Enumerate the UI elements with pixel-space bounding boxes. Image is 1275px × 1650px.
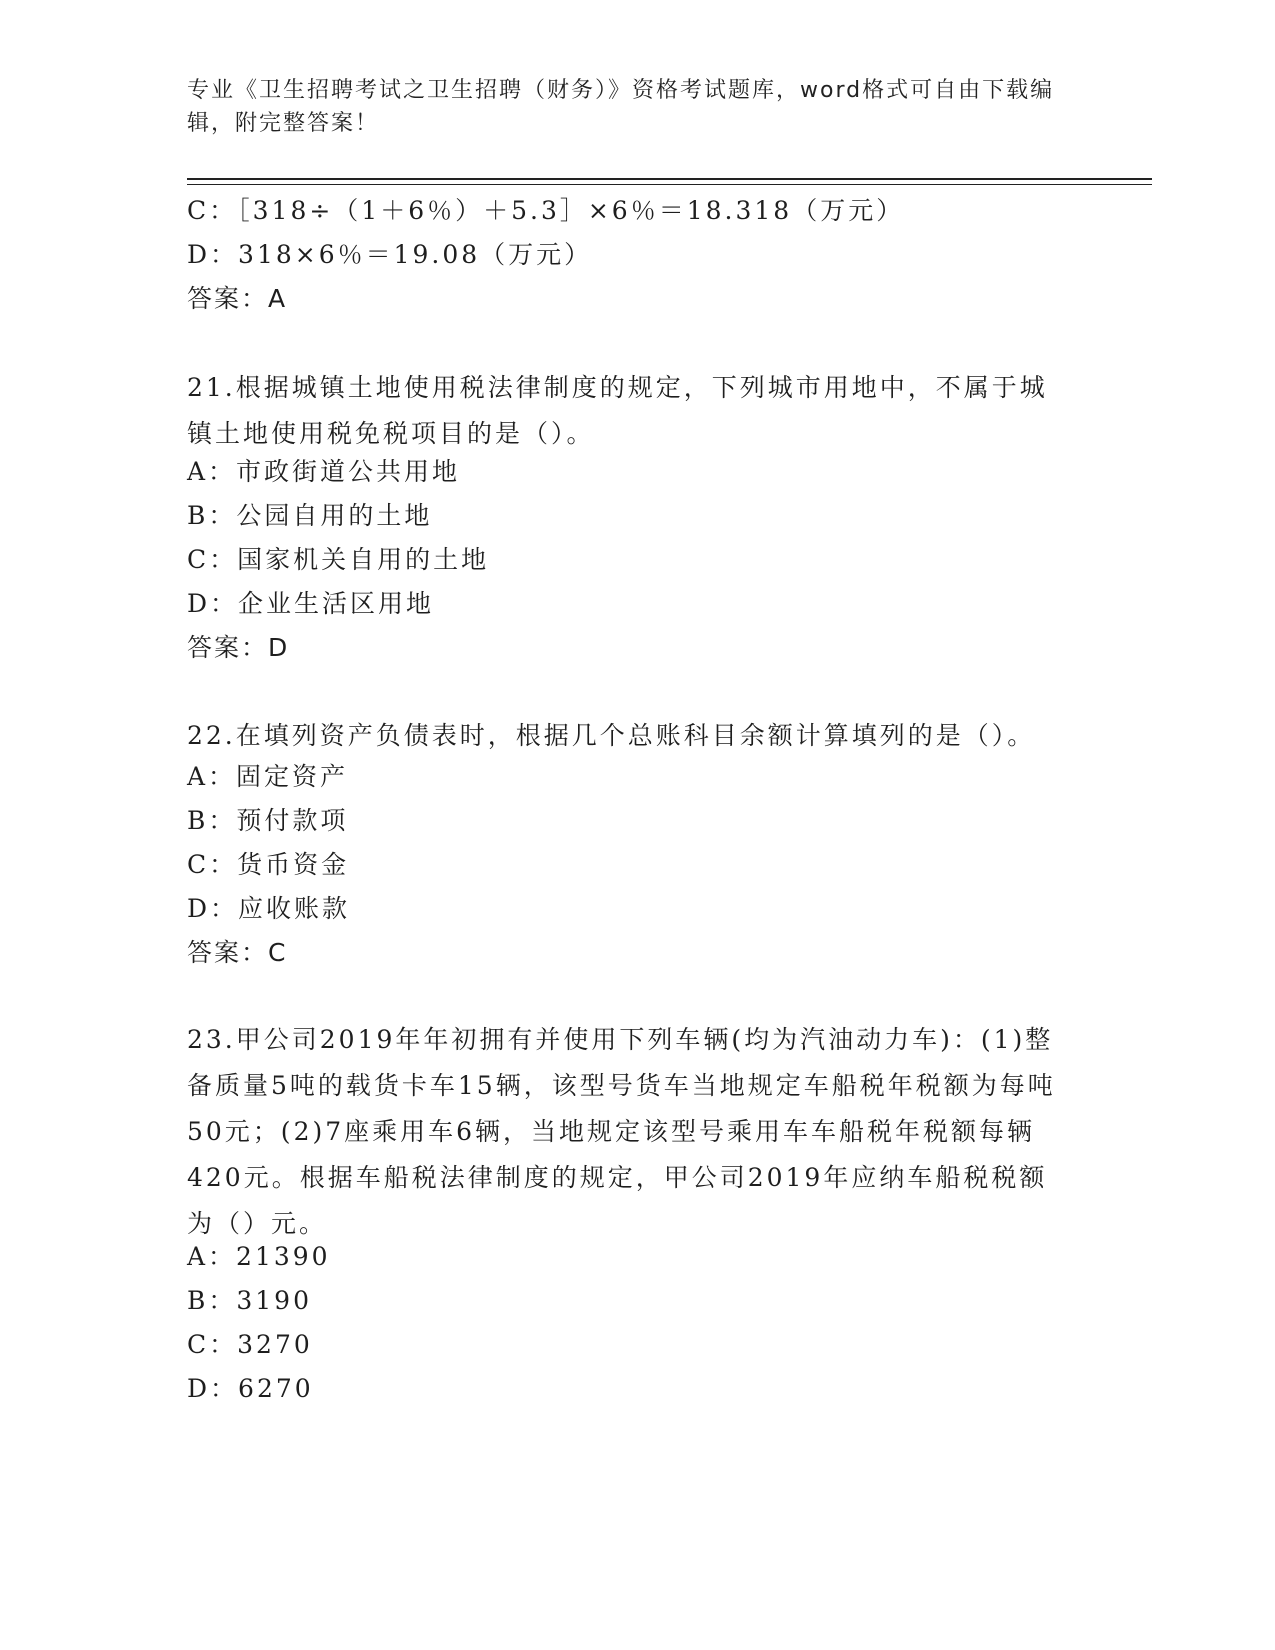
option-a: A：21390	[187, 1242, 331, 1271]
question-stem: 22.在填列资产负债表时，根据几个总账科目余额计算填列的是（）。	[187, 721, 1036, 750]
prev-option-d: D：318×6％＝19.08（万元）	[187, 240, 593, 269]
option-d: D：应收账款	[187, 894, 351, 923]
document-header: 专业《卫生招聘考试之卫生招聘（财务）》资格考试题库，word格式可自由下载编辑，附完整答案！	[187, 78, 1055, 136]
option-b: B：公园自用的土地	[187, 501, 433, 530]
option-a: A：市政街道公共用地	[187, 457, 461, 486]
option-c: C：国家机关自用的土地	[187, 545, 490, 574]
option-c: C：3270	[187, 1330, 313, 1359]
prev-option-c: C：［318÷（1＋6％）＋5.3］×6％＝18.318（万元）	[187, 196, 905, 225]
prev-answer: 答案：A	[187, 284, 288, 313]
option-b: B：3190	[187, 1286, 312, 1315]
option-c: C：货币资金	[187, 850, 350, 879]
question-stem: 21.根据城镇土地使用税法律制度的规定，下列城市用地中，不属于城镇土地使用税免税项目的是（）。	[187, 373, 1048, 448]
option-d: D：6270	[187, 1374, 314, 1403]
option-a: A：固定资产	[187, 762, 349, 791]
answer: 答案：D	[187, 633, 290, 662]
answer: 答案：C	[187, 938, 288, 967]
header-divider-thin	[187, 184, 1152, 185]
option-d: D：企业生活区用地	[187, 589, 435, 618]
header-divider-thick	[187, 178, 1152, 180]
question-stem: 23.甲公司2019年年初拥有并使用下列车辆(均为汽油动力车)：(1)整备质量5吨的载货卡车15辆，该型号货车当地规定车船税年税额为每吨50元；(2)7座乘用车6辆，当地规定该型号乘用车车船税年税额每辆420元。根据车船税法律制度的规定，甲公司2019年应纳车船税税额为（）元。	[187, 1025, 1056, 1238]
option-b: B：预付款项	[187, 806, 349, 835]
